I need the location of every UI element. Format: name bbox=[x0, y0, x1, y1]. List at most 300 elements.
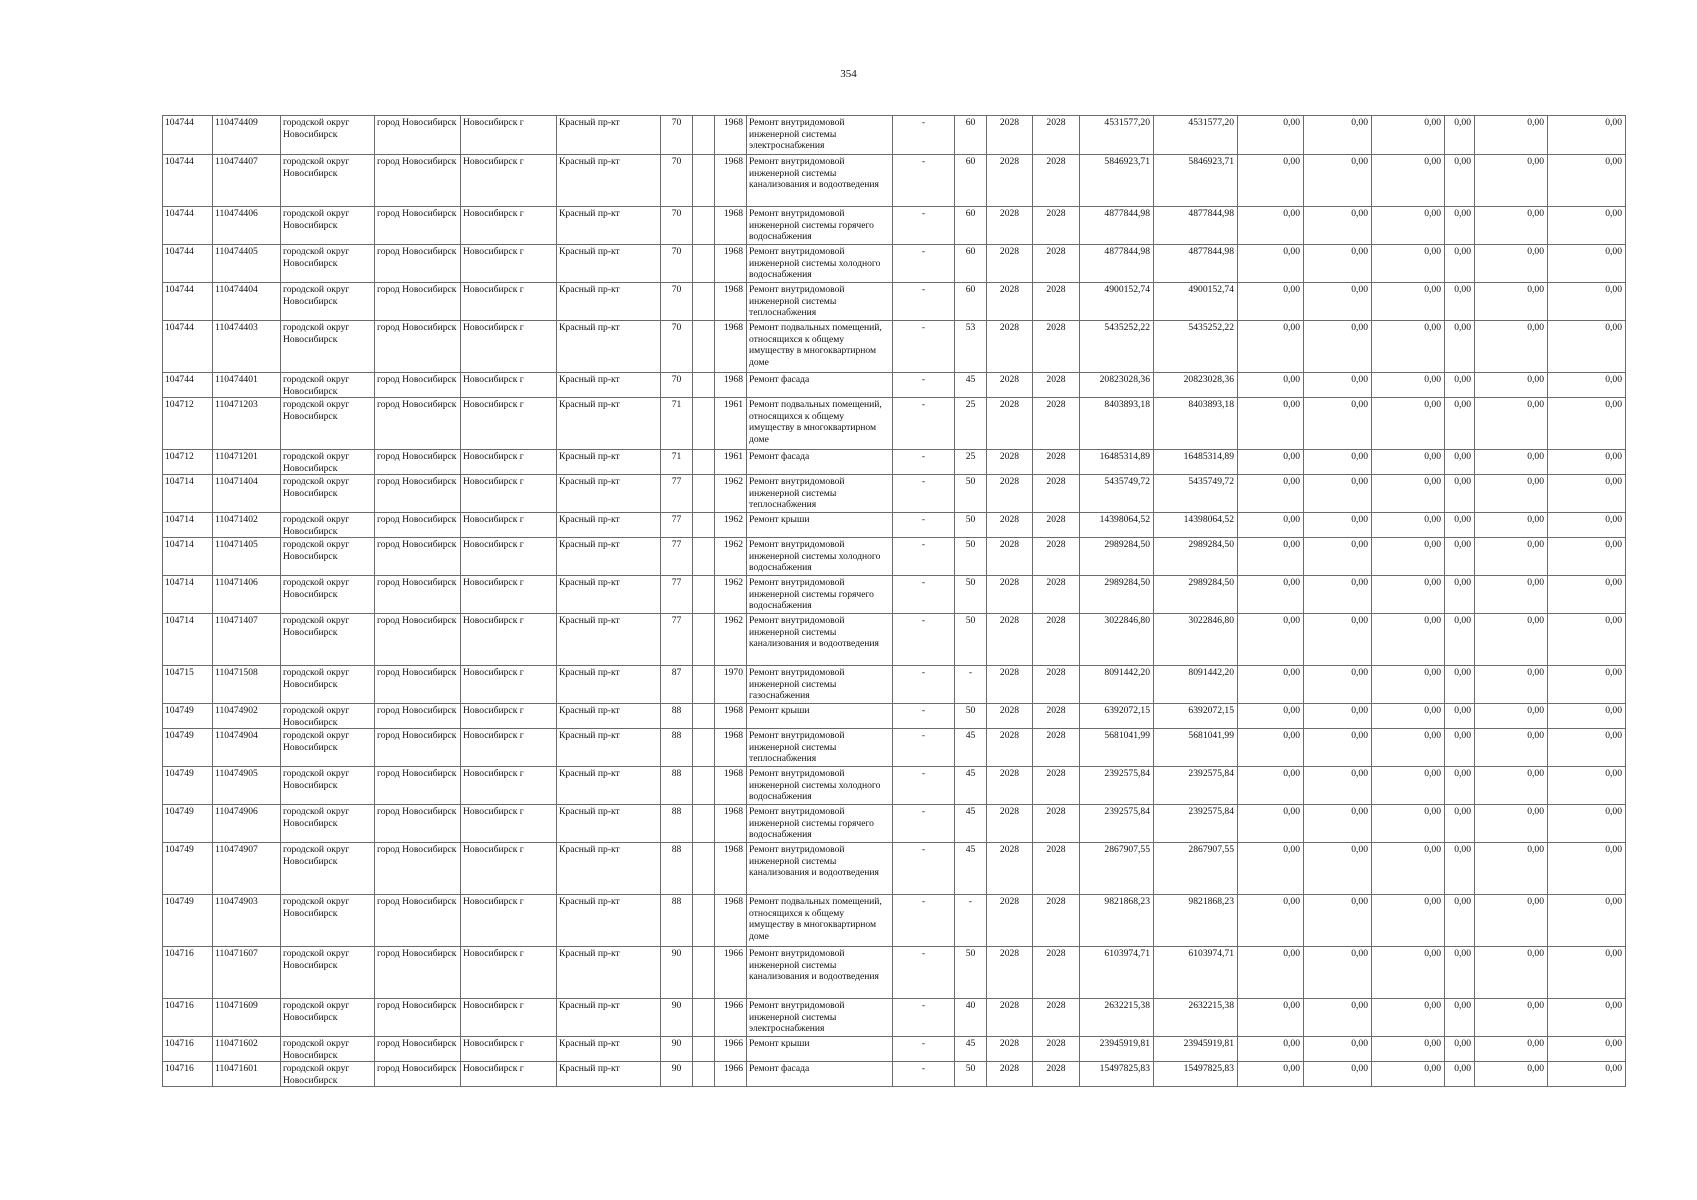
cell-work-type: Ремонт фасада bbox=[747, 373, 893, 398]
cell-building bbox=[693, 1037, 715, 1062]
cell-funding-5: 0,00 bbox=[1475, 398, 1548, 450]
cell-actual-year: 2028 bbox=[1033, 450, 1080, 475]
cell-building bbox=[693, 538, 715, 576]
cell-building bbox=[693, 245, 715, 283]
cell-funding-1: 0,00 bbox=[1238, 576, 1304, 614]
cell-wear: 50 bbox=[955, 538, 987, 576]
cell-cost-total: 5846923,71 bbox=[1080, 155, 1154, 207]
cell-record-id: 110471203 bbox=[213, 398, 281, 450]
cell-street: Красный пр-кт bbox=[557, 666, 661, 704]
cell-actual-year: 2028 bbox=[1033, 895, 1080, 947]
cell-house-id: 104744 bbox=[163, 207, 213, 245]
cell-period: - bbox=[893, 513, 955, 538]
cell-building bbox=[693, 843, 715, 895]
cell-house-number: 70 bbox=[661, 321, 693, 373]
cell-record-id: 110474404 bbox=[213, 283, 281, 321]
cell-year-built: 1970 bbox=[715, 666, 747, 704]
cell-settlement: город Новосибирск bbox=[375, 450, 461, 475]
cell-funding-5: 0,00 bbox=[1475, 999, 1548, 1037]
cell-funding-5: 0,00 bbox=[1475, 116, 1548, 155]
table-row bbox=[163, 805, 1626, 843]
cell-settlement: город Новосибирск bbox=[375, 895, 461, 947]
cell-locality: Новосибирск г bbox=[461, 805, 557, 843]
table-row bbox=[163, 321, 1626, 373]
cell-locality: Новосибирск г bbox=[461, 283, 557, 321]
cell-funding-3: 0,00 bbox=[1372, 321, 1445, 373]
cell-cost-fund: 5846923,71 bbox=[1154, 155, 1238, 207]
cell-funding-1: 0,00 bbox=[1238, 513, 1304, 538]
cell-wear: 53 bbox=[955, 321, 987, 373]
cell-funding-6: 0,00 bbox=[1548, 373, 1626, 398]
cell-record-id: 110474904 bbox=[213, 729, 281, 767]
cell-funding-3: 0,00 bbox=[1372, 843, 1445, 895]
cell-funding-1: 0,00 bbox=[1238, 321, 1304, 373]
cell-district: городской округ Новосибирск bbox=[281, 947, 375, 999]
cell-house-number: 88 bbox=[661, 843, 693, 895]
cell-house-number: 88 bbox=[661, 805, 693, 843]
cell-actual-year: 2028 bbox=[1033, 614, 1080, 666]
cell-period: - bbox=[893, 373, 955, 398]
cell-record-id: 110471402 bbox=[213, 513, 281, 538]
cell-district: городской округ Новосибирск bbox=[281, 729, 375, 767]
table-row bbox=[163, 373, 1626, 398]
cell-house-id: 104716 bbox=[163, 1037, 213, 1062]
cell-plan-year: 2028 bbox=[987, 450, 1033, 475]
cell-funding-3: 0,00 bbox=[1372, 373, 1445, 398]
cell-funding-5: 0,00 bbox=[1475, 538, 1548, 576]
cell-street: Красный пр-кт bbox=[557, 321, 661, 373]
cell-actual-year: 2028 bbox=[1033, 576, 1080, 614]
cell-plan-year: 2028 bbox=[987, 538, 1033, 576]
cell-wear: 50 bbox=[955, 513, 987, 538]
cell-funding-2: 0,00 bbox=[1304, 155, 1372, 207]
cell-funding-5: 0,00 bbox=[1475, 1037, 1548, 1062]
cell-record-id: 110474906 bbox=[213, 805, 281, 843]
cell-plan-year: 2028 bbox=[987, 895, 1033, 947]
cell-locality: Новосибирск г bbox=[461, 1062, 557, 1087]
cell-funding-2: 0,00 bbox=[1304, 1062, 1372, 1087]
cell-record-id: 110471607 bbox=[213, 947, 281, 999]
cell-plan-year: 2028 bbox=[987, 576, 1033, 614]
cell-cost-fund: 23945919,81 bbox=[1154, 1037, 1238, 1062]
cell-plan-year: 2028 bbox=[987, 767, 1033, 805]
cell-work-type: Ремонт крыши bbox=[747, 513, 893, 538]
cell-funding-4: 0,00 bbox=[1445, 450, 1475, 475]
cell-funding-4: 0,00 bbox=[1445, 513, 1475, 538]
cell-funding-6: 0,00 bbox=[1548, 614, 1626, 666]
table-row bbox=[163, 767, 1626, 805]
cell-house-number: 90 bbox=[661, 1037, 693, 1062]
cell-house-number: 90 bbox=[661, 1062, 693, 1087]
cell-funding-4: 0,00 bbox=[1445, 475, 1475, 513]
cell-record-id: 110471201 bbox=[213, 450, 281, 475]
cell-wear: - bbox=[955, 895, 987, 947]
cell-street: Красный пр-кт bbox=[557, 947, 661, 999]
page-number: 354 bbox=[840, 68, 857, 80]
cell-period: - bbox=[893, 475, 955, 513]
cell-funding-6: 0,00 bbox=[1548, 513, 1626, 538]
cell-actual-year: 2028 bbox=[1033, 1037, 1080, 1062]
cell-house-id: 104712 bbox=[163, 398, 213, 450]
cell-district: городской округ Новосибирск bbox=[281, 450, 375, 475]
cell-locality: Новосибирск г bbox=[461, 155, 557, 207]
cell-funding-3: 0,00 bbox=[1372, 576, 1445, 614]
cell-locality: Новосибирск г bbox=[461, 538, 557, 576]
cell-funding-1: 0,00 bbox=[1238, 767, 1304, 805]
cell-locality: Новосибирск г bbox=[461, 729, 557, 767]
cell-house-id: 104712 bbox=[163, 450, 213, 475]
cell-funding-5: 0,00 bbox=[1475, 321, 1548, 373]
cell-work-type: Ремонт фасада bbox=[747, 1062, 893, 1087]
cell-funding-3: 0,00 bbox=[1372, 450, 1445, 475]
cell-work-type: Ремонт внутридомовой инженерной системы горячего водоснабжения bbox=[747, 576, 893, 614]
cell-year-built: 1968 bbox=[715, 805, 747, 843]
cell-cost-fund: 14398064,52 bbox=[1154, 513, 1238, 538]
cell-district: городской округ Новосибирск bbox=[281, 666, 375, 704]
cell-building bbox=[693, 450, 715, 475]
cell-work-type: Ремонт внутридомовой инженерной системы теплоснабжения bbox=[747, 475, 893, 513]
cell-record-id: 110474907 bbox=[213, 843, 281, 895]
cell-funding-3: 0,00 bbox=[1372, 666, 1445, 704]
cell-funding-5: 0,00 bbox=[1475, 207, 1548, 245]
cell-funding-3: 0,00 bbox=[1372, 513, 1445, 538]
cell-cost-fund: 2989284,50 bbox=[1154, 576, 1238, 614]
cell-funding-2: 0,00 bbox=[1304, 614, 1372, 666]
cell-funding-2: 0,00 bbox=[1304, 450, 1372, 475]
cell-house-id: 104716 bbox=[163, 947, 213, 999]
cell-work-type: Ремонт внутридомовой инженерной системы холодного водоснабжения bbox=[747, 538, 893, 576]
table-row bbox=[163, 1037, 1626, 1062]
cell-work-type: Ремонт внутридомовой инженерной системы электроснабжения bbox=[747, 116, 893, 155]
cell-funding-1: 0,00 bbox=[1238, 475, 1304, 513]
table-row bbox=[163, 513, 1626, 538]
cell-plan-year: 2028 bbox=[987, 398, 1033, 450]
table-row bbox=[163, 895, 1626, 947]
cell-building bbox=[693, 895, 715, 947]
cell-cost-total: 5681041,99 bbox=[1080, 729, 1154, 767]
cell-district: городской округ Новосибирск bbox=[281, 767, 375, 805]
cell-district: городской округ Новосибирск bbox=[281, 321, 375, 373]
cell-period: - bbox=[893, 666, 955, 704]
cell-funding-3: 0,00 bbox=[1372, 155, 1445, 207]
cell-cost-total: 6392072,15 bbox=[1080, 704, 1154, 729]
cell-settlement: город Новосибирск bbox=[375, 283, 461, 321]
cell-record-id: 110474409 bbox=[213, 116, 281, 155]
cell-house-number: 70 bbox=[661, 245, 693, 283]
cell-funding-6: 0,00 bbox=[1548, 283, 1626, 321]
cell-funding-3: 0,00 bbox=[1372, 895, 1445, 947]
table-row bbox=[163, 116, 1626, 155]
cell-funding-6: 0,00 bbox=[1548, 398, 1626, 450]
cell-period: - bbox=[893, 704, 955, 729]
cell-work-type: Ремонт внутридомовой инженерной системы электроснабжения bbox=[747, 999, 893, 1037]
cell-funding-1: 0,00 bbox=[1238, 450, 1304, 475]
cell-district: городской округ Новосибирск bbox=[281, 704, 375, 729]
cell-record-id: 110474405 bbox=[213, 245, 281, 283]
cell-funding-3: 0,00 bbox=[1372, 398, 1445, 450]
cell-year-built: 1966 bbox=[715, 947, 747, 999]
cell-house-id: 104716 bbox=[163, 1062, 213, 1087]
cell-funding-1: 0,00 bbox=[1238, 245, 1304, 283]
cell-year-built: 1968 bbox=[715, 155, 747, 207]
cell-district: городской округ Новосибирск bbox=[281, 207, 375, 245]
cell-record-id: 110471406 bbox=[213, 576, 281, 614]
cell-locality: Новосибирск г bbox=[461, 999, 557, 1037]
cell-building bbox=[693, 1062, 715, 1087]
cell-actual-year: 2028 bbox=[1033, 398, 1080, 450]
cell-plan-year: 2028 bbox=[987, 373, 1033, 398]
cell-period: - bbox=[893, 843, 955, 895]
cell-funding-2: 0,00 bbox=[1304, 283, 1372, 321]
cell-wear: 45 bbox=[955, 1037, 987, 1062]
cell-funding-1: 0,00 bbox=[1238, 283, 1304, 321]
cell-funding-1: 0,00 bbox=[1238, 843, 1304, 895]
table-row bbox=[163, 614, 1626, 666]
cell-work-type: Ремонт внутридомовой инженерной системы канализования и водоотведения bbox=[747, 614, 893, 666]
cell-plan-year: 2028 bbox=[987, 207, 1033, 245]
cell-funding-1: 0,00 bbox=[1238, 704, 1304, 729]
cell-cost-fund: 5435749,72 bbox=[1154, 475, 1238, 513]
cell-locality: Новосибирск г bbox=[461, 767, 557, 805]
cell-district: городской округ Новосибирск bbox=[281, 538, 375, 576]
cell-building bbox=[693, 321, 715, 373]
cell-funding-1: 0,00 bbox=[1238, 614, 1304, 666]
cell-funding-3: 0,00 bbox=[1372, 538, 1445, 576]
cell-funding-3: 0,00 bbox=[1372, 947, 1445, 999]
cell-plan-year: 2028 bbox=[987, 704, 1033, 729]
cell-record-id: 110474902 bbox=[213, 704, 281, 729]
cell-house-number: 70 bbox=[661, 116, 693, 155]
cell-wear: 60 bbox=[955, 116, 987, 155]
cell-house-number: 77 bbox=[661, 576, 693, 614]
cell-cost-total: 15497825,83 bbox=[1080, 1062, 1154, 1087]
cell-wear: 50 bbox=[955, 576, 987, 614]
cell-wear: 50 bbox=[955, 1062, 987, 1087]
cell-cost-fund: 9821868,23 bbox=[1154, 895, 1238, 947]
cell-work-type: Ремонт внутридомовой инженерной системы горячего водоснабжения bbox=[747, 207, 893, 245]
cell-work-type: Ремонт фасада bbox=[747, 450, 893, 475]
cell-plan-year: 2028 bbox=[987, 999, 1033, 1037]
cell-house-id: 104744 bbox=[163, 116, 213, 155]
cell-street: Красный пр-кт bbox=[557, 1037, 661, 1062]
cell-funding-5: 0,00 bbox=[1475, 475, 1548, 513]
cell-funding-4: 0,00 bbox=[1445, 704, 1475, 729]
cell-funding-2: 0,00 bbox=[1304, 999, 1372, 1037]
cell-funding-1: 0,00 bbox=[1238, 1062, 1304, 1087]
cell-settlement: город Новосибирск bbox=[375, 116, 461, 155]
cell-district: городской округ Новосибирск bbox=[281, 513, 375, 538]
cell-house-id: 104744 bbox=[163, 283, 213, 321]
cell-settlement: город Новосибирск bbox=[375, 767, 461, 805]
cell-actual-year: 2028 bbox=[1033, 767, 1080, 805]
table-row bbox=[163, 666, 1626, 704]
cell-period: - bbox=[893, 805, 955, 843]
cell-locality: Новосибирск г bbox=[461, 321, 557, 373]
cell-funding-5: 0,00 bbox=[1475, 1062, 1548, 1087]
cell-street: Красный пр-кт bbox=[557, 475, 661, 513]
cell-year-built: 1962 bbox=[715, 538, 747, 576]
cell-house-id: 104749 bbox=[163, 729, 213, 767]
cell-house-number: 88 bbox=[661, 767, 693, 805]
cell-building bbox=[693, 614, 715, 666]
cell-street: Красный пр-кт bbox=[557, 155, 661, 207]
table-body bbox=[163, 116, 1626, 1087]
cell-cost-total: 4877844,98 bbox=[1080, 245, 1154, 283]
cell-funding-5: 0,00 bbox=[1475, 283, 1548, 321]
cell-house-number: 70 bbox=[661, 373, 693, 398]
cell-district: городской округ Новосибирск bbox=[281, 895, 375, 947]
cell-actual-year: 2028 bbox=[1033, 155, 1080, 207]
cell-locality: Новосибирск г bbox=[461, 614, 557, 666]
cell-cost-fund: 6103974,71 bbox=[1154, 947, 1238, 999]
cell-period: - bbox=[893, 321, 955, 373]
cell-funding-5: 0,00 bbox=[1475, 576, 1548, 614]
table-row bbox=[163, 576, 1626, 614]
cell-record-id: 110471405 bbox=[213, 538, 281, 576]
cell-settlement: город Новосибирск bbox=[375, 1037, 461, 1062]
cell-district: городской округ Новосибирск bbox=[281, 398, 375, 450]
cell-cost-total: 4900152,74 bbox=[1080, 283, 1154, 321]
cell-period: - bbox=[893, 245, 955, 283]
cell-cost-fund: 8403893,18 bbox=[1154, 398, 1238, 450]
cell-funding-5: 0,00 bbox=[1475, 947, 1548, 999]
cell-plan-year: 2028 bbox=[987, 947, 1033, 999]
cell-cost-fund: 5435252,22 bbox=[1154, 321, 1238, 373]
cell-district: городской округ Новосибирск bbox=[281, 999, 375, 1037]
cell-funding-4: 0,00 bbox=[1445, 155, 1475, 207]
cell-cost-fund: 2392575,84 bbox=[1154, 805, 1238, 843]
cell-year-built: 1968 bbox=[715, 843, 747, 895]
cell-building bbox=[693, 767, 715, 805]
cell-house-number: 90 bbox=[661, 999, 693, 1037]
cell-period: - bbox=[893, 398, 955, 450]
cell-work-type: Ремонт внутридомовой инженерной системы холодного водоснабжения bbox=[747, 245, 893, 283]
cell-record-id: 110474903 bbox=[213, 895, 281, 947]
cell-funding-3: 0,00 bbox=[1372, 116, 1445, 155]
cell-street: Красный пр-кт bbox=[557, 116, 661, 155]
cell-funding-2: 0,00 bbox=[1304, 475, 1372, 513]
cell-cost-total: 6103974,71 bbox=[1080, 947, 1154, 999]
cell-funding-3: 0,00 bbox=[1372, 207, 1445, 245]
cell-record-id: 110474401 bbox=[213, 373, 281, 398]
cell-house-id: 104715 bbox=[163, 666, 213, 704]
cell-house-id: 104744 bbox=[163, 245, 213, 283]
cell-district: городской округ Новосибирск bbox=[281, 805, 375, 843]
cell-funding-3: 0,00 bbox=[1372, 614, 1445, 666]
cell-street: Красный пр-кт bbox=[557, 729, 661, 767]
cell-funding-1: 0,00 bbox=[1238, 538, 1304, 576]
cell-funding-5: 0,00 bbox=[1475, 450, 1548, 475]
cell-house-id: 104749 bbox=[163, 895, 213, 947]
cell-actual-year: 2028 bbox=[1033, 283, 1080, 321]
cell-wear: 25 bbox=[955, 398, 987, 450]
cell-house-number: 90 bbox=[661, 947, 693, 999]
cell-cost-fund: 2392575,84 bbox=[1154, 767, 1238, 805]
cell-plan-year: 2028 bbox=[987, 666, 1033, 704]
cell-actual-year: 2028 bbox=[1033, 513, 1080, 538]
table-row bbox=[163, 729, 1626, 767]
cell-funding-2: 0,00 bbox=[1304, 207, 1372, 245]
cell-plan-year: 2028 bbox=[987, 843, 1033, 895]
cell-funding-6: 0,00 bbox=[1548, 207, 1626, 245]
cell-building bbox=[693, 666, 715, 704]
cell-funding-4: 0,00 bbox=[1445, 1037, 1475, 1062]
cell-district: городской округ Новосибирск bbox=[281, 155, 375, 207]
cell-funding-2: 0,00 bbox=[1304, 513, 1372, 538]
cell-funding-3: 0,00 bbox=[1372, 1062, 1445, 1087]
cell-plan-year: 2028 bbox=[987, 321, 1033, 373]
cell-year-built: 1968 bbox=[715, 373, 747, 398]
cell-house-number: 77 bbox=[661, 538, 693, 576]
cell-funding-4: 0,00 bbox=[1445, 666, 1475, 704]
cell-record-id: 110471404 bbox=[213, 475, 281, 513]
cell-funding-2: 0,00 bbox=[1304, 843, 1372, 895]
cell-wear: 60 bbox=[955, 207, 987, 245]
cell-district: городской округ Новосибирск bbox=[281, 475, 375, 513]
cell-locality: Новосибирск г bbox=[461, 116, 557, 155]
cell-settlement: город Новосибирск bbox=[375, 999, 461, 1037]
cell-district: городской округ Новосибирск bbox=[281, 843, 375, 895]
cell-cost-total: 4531577,20 bbox=[1080, 116, 1154, 155]
cell-house-number: 70 bbox=[661, 155, 693, 207]
cell-funding-1: 0,00 bbox=[1238, 805, 1304, 843]
cell-actual-year: 2028 bbox=[1033, 704, 1080, 729]
cell-funding-3: 0,00 bbox=[1372, 283, 1445, 321]
cell-district: городской округ Новосибирск bbox=[281, 116, 375, 155]
cell-house-number: 77 bbox=[661, 475, 693, 513]
cell-building bbox=[693, 704, 715, 729]
table-row bbox=[163, 245, 1626, 283]
cell-locality: Новосибирск г bbox=[461, 666, 557, 704]
cell-year-built: 1968 bbox=[715, 321, 747, 373]
cell-settlement: город Новосибирск bbox=[375, 843, 461, 895]
cell-wear: 60 bbox=[955, 283, 987, 321]
cell-house-number: 70 bbox=[661, 283, 693, 321]
cell-work-type: Ремонт внутридомовой инженерной системы горячего водоснабжения bbox=[747, 805, 893, 843]
cell-funding-6: 0,00 bbox=[1548, 576, 1626, 614]
cell-house-id: 104744 bbox=[163, 155, 213, 207]
cell-year-built: 1968 bbox=[715, 245, 747, 283]
cell-funding-3: 0,00 bbox=[1372, 999, 1445, 1037]
table-row bbox=[163, 538, 1626, 576]
cell-funding-6: 0,00 bbox=[1548, 1037, 1626, 1062]
cell-work-type: Ремонт крыши bbox=[747, 1037, 893, 1062]
cell-building bbox=[693, 576, 715, 614]
cell-cost-fund: 2867907,55 bbox=[1154, 843, 1238, 895]
cell-street: Красный пр-кт bbox=[557, 450, 661, 475]
cell-funding-6: 0,00 bbox=[1548, 475, 1626, 513]
cell-funding-6: 0,00 bbox=[1548, 729, 1626, 767]
cell-locality: Новосибирск г bbox=[461, 398, 557, 450]
cell-record-id: 110471508 bbox=[213, 666, 281, 704]
cell-house-number: 71 bbox=[661, 398, 693, 450]
cell-funding-4: 0,00 bbox=[1445, 398, 1475, 450]
cell-street: Красный пр-кт bbox=[557, 576, 661, 614]
cell-cost-fund: 6392072,15 bbox=[1154, 704, 1238, 729]
capital-repair-table bbox=[162, 115, 1626, 1087]
cell-house-id: 104749 bbox=[163, 843, 213, 895]
cell-cost-fund: 2632215,38 bbox=[1154, 999, 1238, 1037]
cell-wear: 25 bbox=[955, 450, 987, 475]
cell-year-built: 1966 bbox=[715, 1062, 747, 1087]
cell-funding-1: 0,00 bbox=[1238, 155, 1304, 207]
table-row bbox=[163, 947, 1626, 999]
cell-locality: Новосибирск г bbox=[461, 245, 557, 283]
cell-building bbox=[693, 729, 715, 767]
cell-funding-1: 0,00 bbox=[1238, 999, 1304, 1037]
cell-street: Красный пр-кт bbox=[557, 538, 661, 576]
cell-building bbox=[693, 373, 715, 398]
